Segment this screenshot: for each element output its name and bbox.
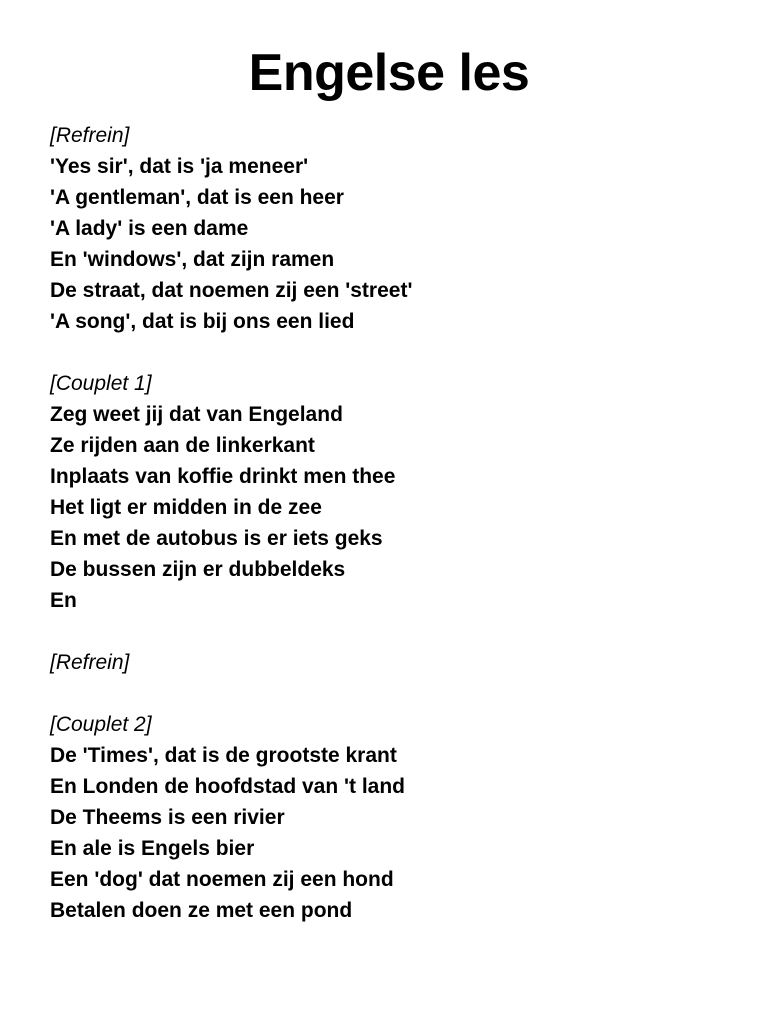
section-label: [Refrein] [50, 651, 130, 674]
lyric-line: Het ligt er midden in de zee [50, 496, 322, 519]
lyric-line: 'A song', dat is bij ons een lied [50, 310, 355, 333]
lyric-line: En 'windows', dat zijn ramen [50, 248, 335, 271]
lyric-line: Ze rijden aan de linkerkant [50, 434, 315, 457]
blank-line [50, 337, 750, 368]
blank-line [50, 678, 750, 709]
lyric-line: De bussen zijn er dubbeldeks [50, 558, 346, 581]
lyric-line: Inplaats van koffie drinkt men thee [50, 465, 396, 488]
lyric-line: 'A lady' is een dame [50, 217, 249, 240]
lyric-line: De straat, dat noemen zij een 'street' [50, 279, 413, 302]
section-label: [Couplet 1] [50, 372, 152, 395]
blank-line [50, 616, 750, 647]
lyric-line: En met de autobus is er iets geks [50, 527, 383, 550]
lyric-line: De Theems is een rivier [50, 806, 285, 829]
lyric-line: 'Yes sir', dat is 'ja meneer' [50, 155, 309, 178]
lyric-line: En Londen de hoofdstad van 't land [50, 775, 405, 798]
section-label: [Couplet 2] [50, 713, 152, 736]
section-label: [Refrein] [50, 124, 130, 147]
lyrics-body [50, 120, 750, 926]
lyric-line: De 'Times', dat is de grootste krant [50, 744, 397, 767]
page-title: Engelse les [248, 44, 530, 102]
lyric-line: Een 'dog' dat noemen zij een hond [50, 868, 394, 891]
lyric-line: En [50, 589, 77, 612]
lyric-line: 'A gentleman', dat is een heer [50, 186, 344, 209]
lyric-line: Betalen doen ze met een pond [50, 899, 353, 922]
lyric-line: Zeg weet jij dat van Engeland [50, 403, 343, 426]
lyric-line: En ale is Engels bier [50, 837, 255, 860]
